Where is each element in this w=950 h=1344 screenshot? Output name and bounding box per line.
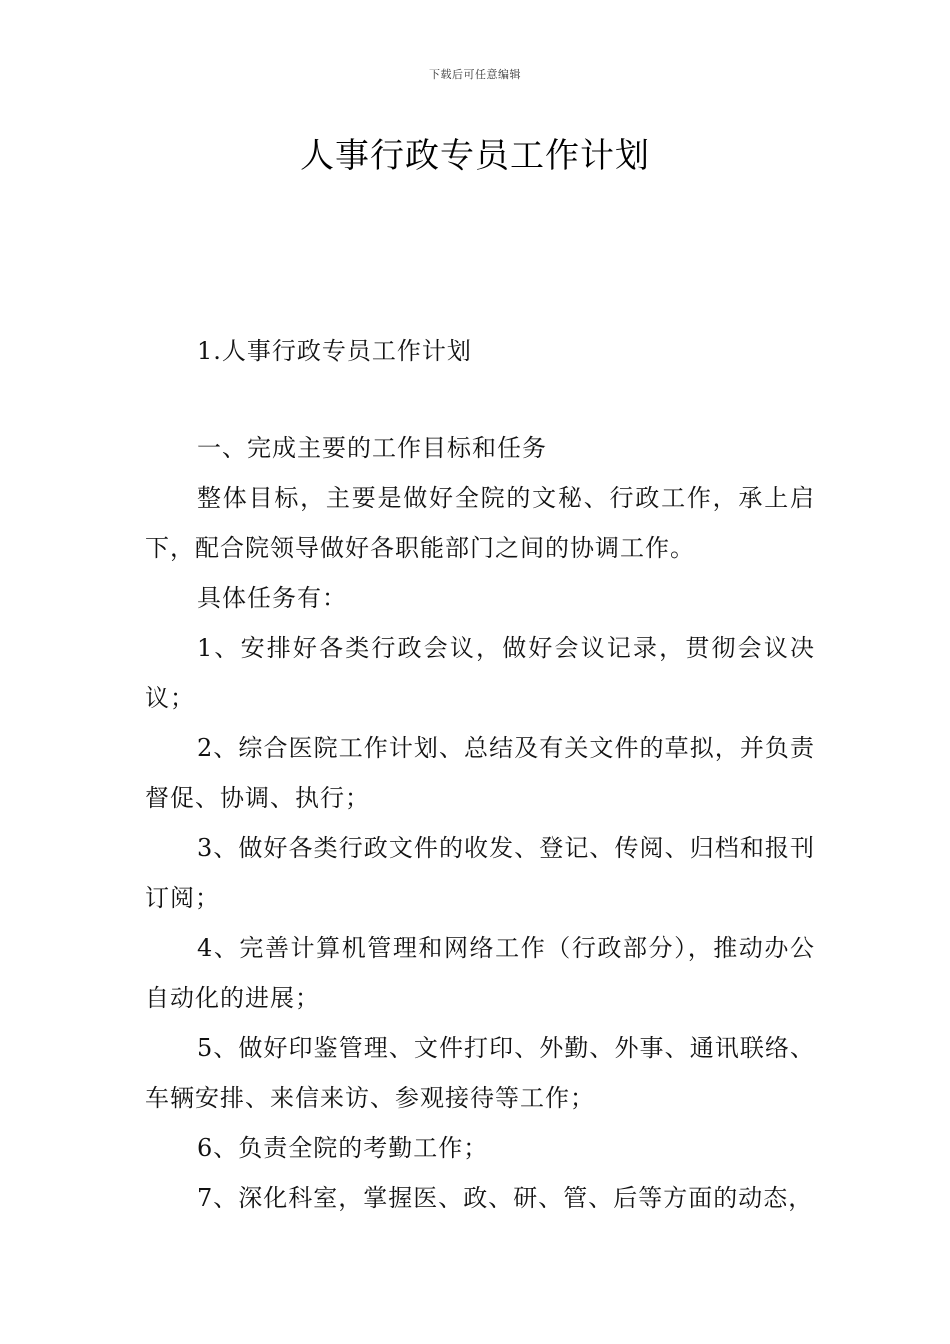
- paragraph-task-4: 4、完善计算机管理和网络工作（行政部分），推动办公自动化的进展；: [145, 934, 815, 1012]
- header-note: 下载后可任意编辑: [429, 68, 521, 81]
- paragraph-task-1: 1、安排好各类行政会议，做好会议记录，贯彻会议决议；: [145, 634, 815, 712]
- section-number-title: 1.人事行政专员工作计划: [197, 337, 472, 365]
- paragraph-tasks-intro: 具体任务有：: [197, 584, 347, 612]
- document-title: 人事行政专员工作计划: [300, 136, 650, 176]
- paragraph-task-3: 3、做好各类行政文件的收发、登记、传阅、归档和报刊订阅；: [145, 834, 815, 912]
- paragraph-task-6: 6、负责全院的考勤工作；: [197, 1134, 489, 1162]
- paragraph-task-7: 7、深化科室，掌握医、政、研、管、后等方面的动态，: [197, 1184, 814, 1212]
- paragraph-overall-goal: 整体目标，主要是做好全院的文秘、行政工作，承上启下，配合院领导做好各职能部门之间的协调工作。: [145, 484, 815, 562]
- paragraph-task-5: 5、做好印鉴管理、文件打印、外勤、外事、通讯联络、车辆安排、来信来访、参观接待等工作；: [145, 1034, 815, 1112]
- document-body: [145, 473, 815, 1223]
- paragraph-task-2: 2、综合医院工作计划、总结及有关文件的草拟，并负责督促、协调、执行；: [145, 734, 815, 812]
- section-one-heading: 一、完成主要的工作目标和任务: [197, 434, 547, 462]
